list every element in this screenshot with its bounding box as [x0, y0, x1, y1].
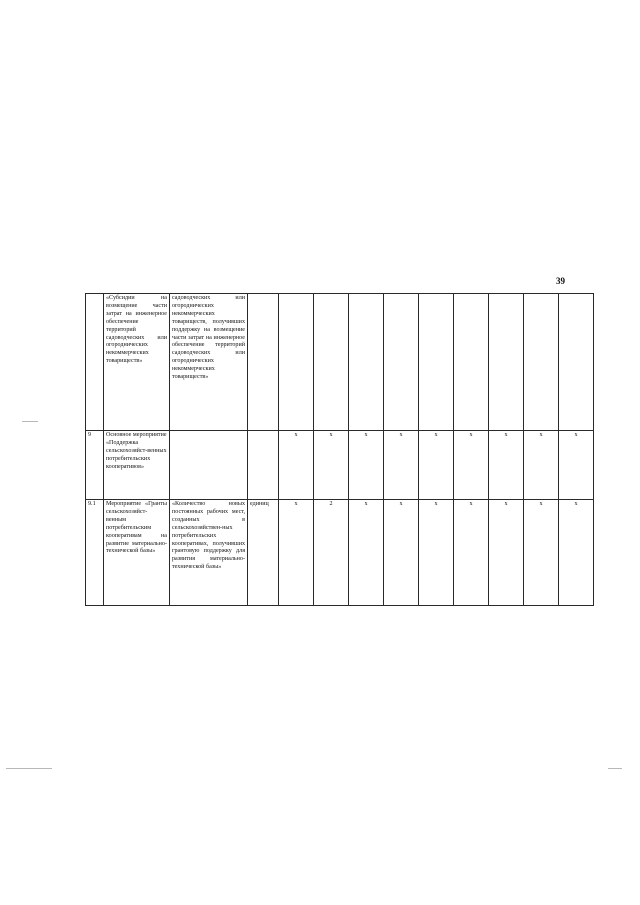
value-cell: x	[279, 431, 314, 500]
value-cell: x	[454, 431, 489, 500]
value-cell: x	[384, 431, 419, 500]
value-cell	[314, 294, 349, 431]
value-cell	[419, 294, 454, 431]
value-cell: x	[489, 431, 524, 500]
indicator-cell: «Количество новых постоянных рабочих мест, созданных в сельскохозяйствен-ных потребительских кооперативах, получивших грантовую поддержку для развития материально-технической базы»	[170, 500, 248, 606]
value-cell	[349, 294, 384, 431]
indicator-cell	[170, 431, 248, 500]
value-cell: x	[454, 500, 489, 606]
measure-name-cell: Мероприятие «Гранты сельскохозяйст-венным потребительским кооперативам на развитие материально-технической базы»	[104, 500, 170, 606]
scan-mark	[22, 421, 38, 422]
measure-name-cell: Основное мероприятие «Поддержка сельскохозяйст-венных потребительских кооперативов»	[104, 431, 170, 500]
value-cell: x	[349, 431, 384, 500]
row-number-cell	[86, 294, 104, 431]
table-row	[86, 431, 594, 500]
scan-mark	[6, 768, 52, 769]
value-cell	[489, 294, 524, 431]
value-cell: x	[384, 500, 419, 606]
value-cell: x	[524, 500, 559, 606]
unit-cell: единиц	[248, 500, 279, 606]
unit-cell	[248, 294, 279, 431]
row-number-cell: 9	[86, 431, 104, 500]
value-cell: x	[524, 431, 559, 500]
table-row	[86, 500, 594, 606]
value-cell	[384, 294, 419, 431]
program-indicators-table	[85, 293, 594, 606]
value-cell	[454, 294, 489, 431]
page-number: 39	[556, 276, 565, 286]
table-row	[86, 294, 594, 431]
measure-name-cell: «Субсидии на возмещение части затрат на инженерное обеспечение территорий садоводческих или огороднических некоммерческих товариществ»	[104, 294, 170, 431]
value-cell: x	[559, 500, 594, 606]
value-cell: x	[314, 431, 349, 500]
indicator-cell: садоводческих или огороднических некоммерческих товариществ, получивших поддержку на возмещение части затрат на инженерное обеспечение территорий садоводческих или огороднических некоммерческих товариществ»	[170, 294, 248, 431]
unit-cell	[248, 431, 279, 500]
value-cell: x	[349, 500, 384, 606]
value-cell: x	[489, 500, 524, 606]
value-cell: 2	[314, 500, 349, 606]
value-cell: x	[559, 431, 594, 500]
value-cell	[524, 294, 559, 431]
value-cell: x	[419, 431, 454, 500]
value-cell	[279, 294, 314, 431]
scan-mark	[608, 768, 622, 769]
value-cell: x	[419, 500, 454, 606]
value-cell: x	[279, 500, 314, 606]
value-cell	[559, 294, 594, 431]
row-number-cell: 9.1	[86, 500, 104, 606]
